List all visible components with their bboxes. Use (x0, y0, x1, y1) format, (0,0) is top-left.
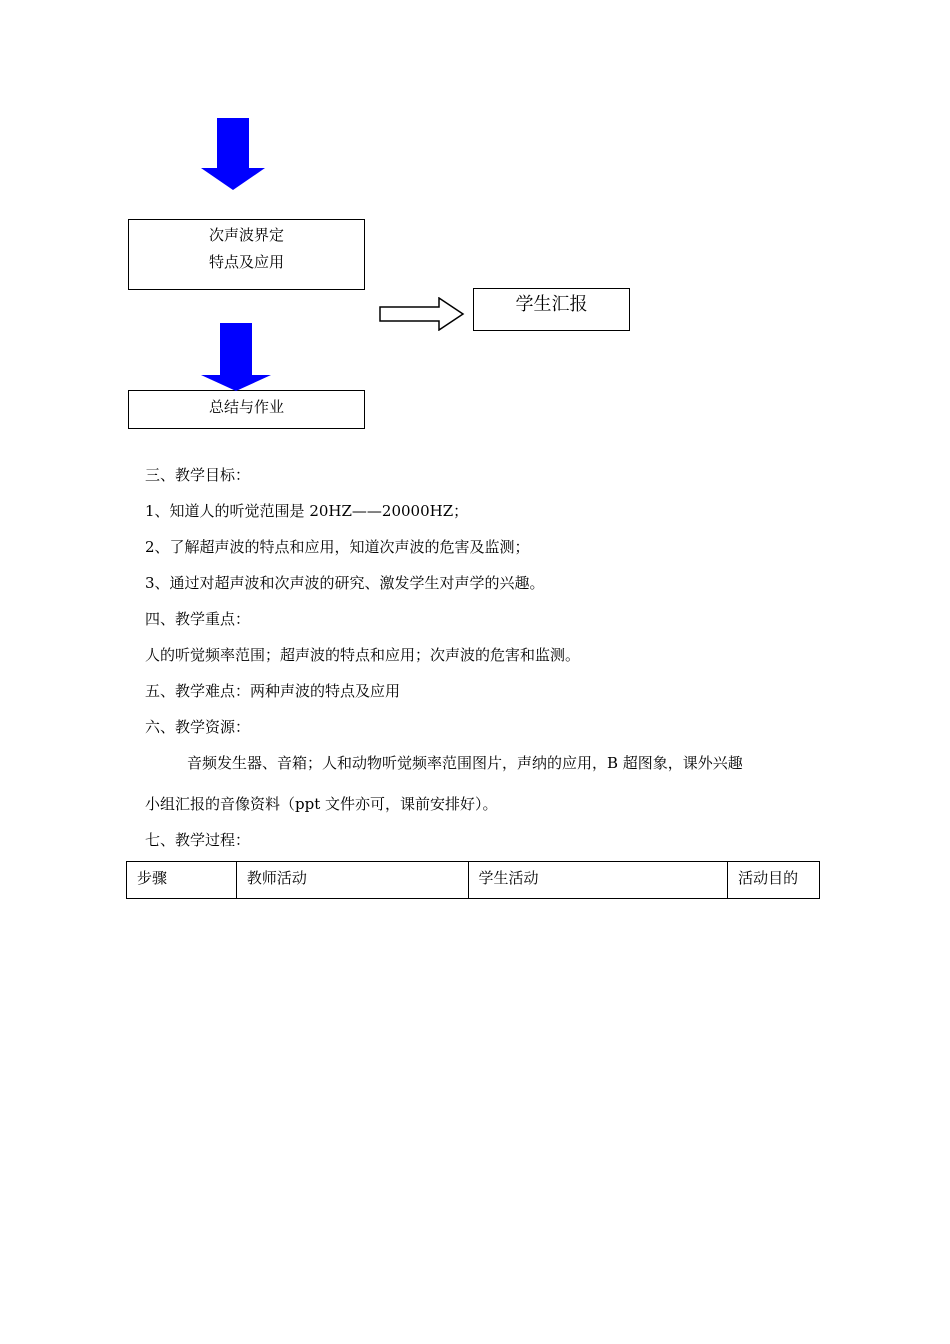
difficulty-text: 五、教学难点：两种声波的特点及应用 (145, 682, 401, 700)
goal-2: 2、了解超声波的特点和应用，知道次声波的危害及监测； (145, 538, 530, 556)
right-arrow-icon (379, 297, 465, 331)
flow-box-subsonic (128, 219, 365, 290)
goal-1: 1、知道人的听觉范围是 20HZ——20000HZ； (145, 502, 469, 520)
flow-box-report (473, 288, 630, 331)
process-table (126, 861, 820, 899)
goal-3: 3、通过对超声波和次声波的研究、激发学生对声学的兴趣。 (145, 574, 545, 592)
down-arrow-icon (200, 118, 266, 190)
goals-title: 三、教学目标： (145, 466, 251, 484)
table-header-purpose: 活动目的 (728, 862, 820, 899)
table-row (127, 862, 820, 899)
key-points-text: 人的听觉频率范围；超声波的特点和应用；次声波的危害和监测。 (145, 646, 581, 664)
flow-box-summary-label: 总结与作业 (208, 398, 284, 416)
key-points-title: 四、教学重点： (145, 610, 251, 628)
process-title: 七、教学过程： (145, 831, 251, 849)
flow-box-subsonic-line1: 次声波界定 (208, 226, 284, 244)
table-header-student: 学生活动 (468, 862, 728, 899)
resources-title: 六、教学资源： (145, 718, 251, 736)
flow-box-summary (128, 390, 365, 429)
down-arrow-icon (200, 323, 272, 391)
table-header-step: 步骤 (127, 862, 237, 899)
table-header-teacher: 教师活动 (236, 862, 468, 899)
resources-line-1: 音频发生器、音箱；人和动物听觉频率范围图片，声纳的应用，B 超图象，课外兴趣 (187, 754, 743, 772)
flow-box-report-label: 学生汇报 (515, 294, 588, 315)
flow-box-subsonic-line2: 特点及应用 (208, 253, 284, 271)
resources-line-2: 小组汇报的音像资料（ppt 文件亦可，课前安排好）。 (145, 795, 498, 813)
